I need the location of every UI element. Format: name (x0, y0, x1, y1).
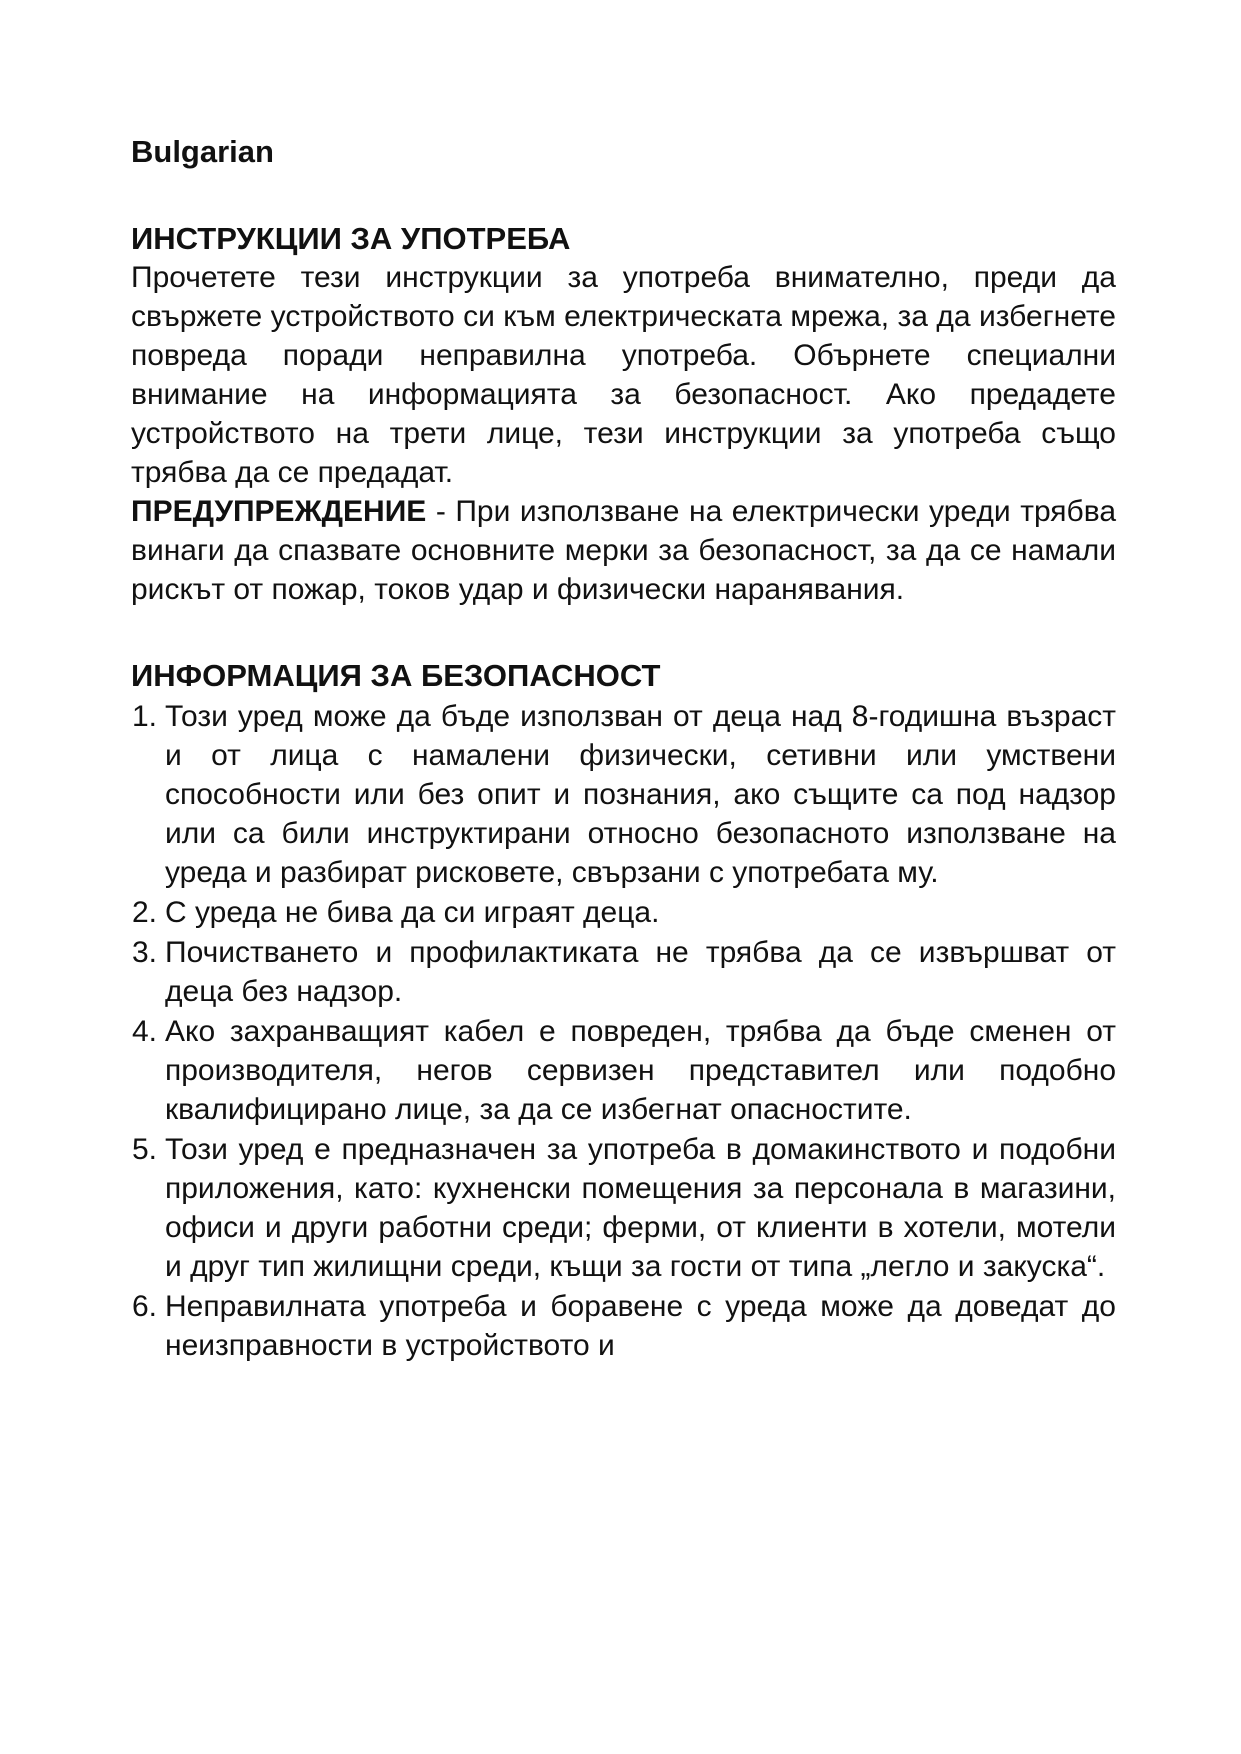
item-text: Ако захранващият кабел е повреден, трябва да бъде сменен от производителя, негов сервизен представител или подобно квалифицирано лице, за да се избегнат опасностите. (165, 1015, 1116, 1126)
safety-list (131, 697, 1116, 1365)
item-number: 5. (131, 1133, 157, 1166)
item-number: 3. (131, 936, 157, 969)
section-gap (131, 609, 1116, 657)
warning-paragraph (131, 492, 1116, 609)
item-text: Неправилната употреба и боравене с уреда може да доведат до неизправности в устройството и (165, 1290, 1116, 1362)
instructions-paragraph: Прочетете тези инструкции за употреба внимателно, преди да свържете устройството си към електрическата мрежа, за да избегнете повреда поради неправилна употреба. Обърнете специални внимание на информацията за безопасност. Ако предадете устройството на трети лице, тези инструкции за употреба също трябва да се предадат. (131, 261, 1116, 489)
instructions-heading: ИНСТРУКЦИИ ЗА УПОТРЕБА (131, 221, 571, 256)
item-number: 6. (131, 1290, 157, 1323)
safety-heading: ИНФОРМАЦИЯ ЗА БЕЗОПАСНОСТ (131, 658, 661, 693)
safety-item (131, 1287, 1116, 1365)
item-number: 2. (131, 896, 157, 929)
item-text: Този уред може да бъде използван от деца над 8-годишна възраст и от лица с намалени физически, сетивни или умствени способности или без опит и познания, ако същите са под надзор или са били инструктирани относно безопасното използване на уреда и разбират рисковете, свързани с употребата му. (165, 700, 1116, 889)
item-text: Този уред е предназначен за употреба в домакинството и подобни приложения, като: кухненски помещения за персонала в магазини, офиси и други работни среди; ферми, от клиенти в хотели, мотели и друг тип жилищни среди, къщи за гости от типа „легло и закуска“. (165, 1133, 1116, 1283)
safety-item (131, 933, 1116, 1011)
safety-item (131, 893, 1116, 932)
safety-item (131, 1012, 1116, 1129)
warning-text: - При използване на електрически уреди трябва винаги да спазвате основните мерки за безопасност, за да се намали рискът от пожар, токов удар и физически наранявания. (131, 495, 1116, 606)
warning-label: ПРЕДУПРЕЖДЕНИЕ (131, 495, 427, 528)
safety-item (131, 697, 1116, 892)
language-title: Bulgarian (131, 134, 274, 169)
item-number: 1. (131, 700, 157, 733)
item-text: Почистването и профилактиката не трябва да се извършват от деца без надзор. (165, 936, 1116, 1008)
document-page (131, 132, 1116, 1366)
item-number: 4. (131, 1015, 157, 1048)
item-text: С уреда не бива да си играят деца. (165, 896, 660, 929)
safety-item (131, 1130, 1116, 1286)
